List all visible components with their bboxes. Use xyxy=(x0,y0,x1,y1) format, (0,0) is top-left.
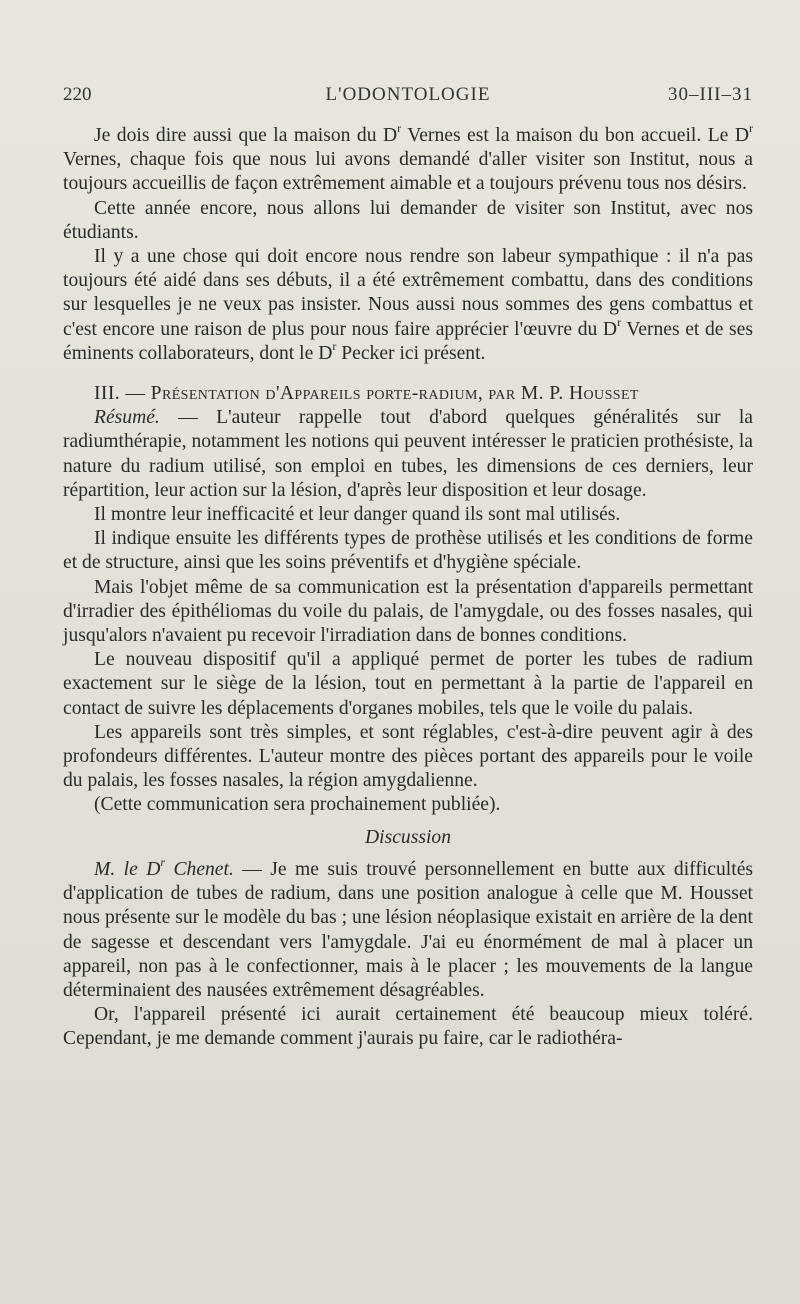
paragraph-resume: Résumé. — L'auteur rappelle tout d'abord quelques généralités sur la radiumthérapie, notamment les notions qui peuvent intéresser le praticien prothésiste, la nature du radium utilisé, son emploi en tubes, les dimensions de ces derniers, leur répartition, leur action sur la lésion, d'après leur disposition et leur dosage. xyxy=(63,407,753,501)
paragraph-visite: Cette année encore, nous allons lui demander de visiter son Institut, avec nos étudiants. xyxy=(63,197,753,243)
paragraph-labeur: Il y a une chose qui doit encore nous rendre son labeur sympathique : il n'a pas toujours été aidé dans ses débuts, il a été extrêmement combattu, dans des conditions sur lesquelles je ne veux pas insister. Nous aussi nous sommes des gens combattus et c'est encore une raison de plus pour nous faire apprécier l'œuvre du $D^r$ Vernes et de ses éminents collaborateurs, dont le $D^r$ Pecker ici présent. xyxy=(63,246,753,364)
page-number: 220 xyxy=(63,84,92,105)
paragraph-publication: (Cette communication sera prochainement publiée). xyxy=(94,794,501,816)
paragraph-appareils: Les appareils sont très simples, et sont réglables, c'est-à-dire peuvent agir à des profondeurs différentes. L'auteur montre des pièces portant des appareils pour le voile du palais, les fosses nasales, la région amygdalienne. xyxy=(63,721,753,792)
paragraph-inefficacite: Il montre leur inefficacité et leur danger quand ils sont mal utilisés. xyxy=(94,504,621,526)
section-heading: III. — Présentation d'Appareils porte-radium, par M. P. Housset xyxy=(94,383,639,405)
resume-label: Résumé. xyxy=(94,407,160,429)
article-body xyxy=(63,121,754,1052)
running-header xyxy=(63,84,753,112)
speaker-name: M. le $D^r$ Chenet. xyxy=(94,855,234,880)
journal-title: L'ODONTOLOGIE xyxy=(325,84,491,105)
paragraph-accueil: Je dois dire aussi que la maison du $D^r$ Vernes est la maison du bon accueil. Le $D^r$ Vernes, chaque fois que nous lui avons demandé d'aller visiter son Institut, nous a toujours accueillis de façon extrêmement aimable et a toujours prévenu tous nos désirs. xyxy=(63,121,753,195)
paragraph-radiotherapie: Or, l'appareil présenté ici aurait certainement été beaucoup mieux toléré. Cependant, je me demande comment j'aurais pu faire, car le radiothéra- xyxy=(63,1004,753,1050)
issue-date: 30–III–31 xyxy=(668,84,753,105)
paragraph-types-prothese: Il indique ensuite les différents types de prothèse utilisés et les conditions de forme et de structure, ainsi que les soins préventifs et d'hygiène spéciale. xyxy=(63,528,753,574)
paragraph-dispositif: Le nouveau dispositif qu'il a appliqué permet de porter les tubes de radium exactement sur le siège de la lésion, tout en permettant à la partie de l'appareil en contact de suivre les déplacements d'organes mobiles, tels que le voile du palais. xyxy=(63,649,753,719)
paragraph-chenet: M. le $D^r$ Chenet. — Je me suis trouvé personnellement en butte aux difficultés d'application de tubes de radium, dans une position analogue à celle que M. Housset nous présente sur le modèle du bas ; une lésion néoplasique existait en arrière de la dent de sagesse et descendant vers l'amygdale. J'ai eu énormément de mal à placer un appareil, non pas à le confectionner, mais à le placer ; les mouvements de la langue déterminaient des nausées extrêmement désagréables. xyxy=(63,855,754,1001)
paragraph-objet: Mais l'objet même de sa communication est la présentation d'appareils permettant d'irradier des épithéliomas du voile du palais, de l'amygdale, ou des fosses nasales, qui jusqu'alors n'avaient pu recevoir l'irradiation dans de bonnes conditions. xyxy=(63,576,753,647)
discussion-heading: Discussion xyxy=(364,826,451,848)
